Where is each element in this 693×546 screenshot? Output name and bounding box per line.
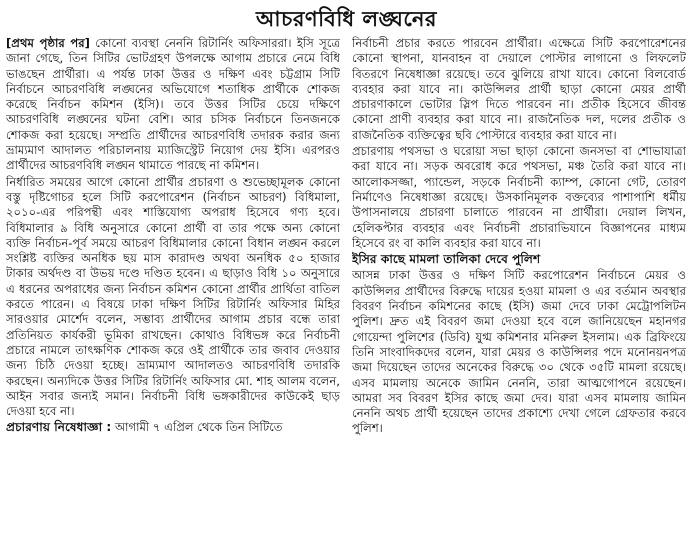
subheading: প্রচারণায় নিষেধাজ্ঞা : xyxy=(6,420,112,435)
article-headline: আচরণবিধি লঙ্ঘনের xyxy=(256,7,437,31)
left-column xyxy=(6,36,340,540)
paragraph: নির্বাচনী প্রচার করতে পারবেন প্রার্থীরা। এক্ষেত্রে সিটি করপোরেশনের কোনো স্থাপনা, যানবাহন বা দেয়ালে পোস্টার লাগানো ও লিফলেট বিতরণে নিষেধাজ্ঞা রয়েছে। তবে ঝুলিয়ে রাখা যাবে। কোনো বিলবোর্ড ব্যবহার করা যাবে না। কাউন্সিলর প্রার্থী ছাড়া কোনো মেয়র প্রার্থী প্রচারণাকালে ভোটার স্লিপ দিতে পারবেন না। প্রতীক হিসেবে জীবন্ত কোনো প্রাণী ব্যবহার করা যাবে না। রাজনৈতিক দল, দলের প্রতীক ও রাজনৈতিক ব্যক্তিত্বের ছবি পোস্টারে ব্যবহার করা যাবে না। xyxy=(352,36,686,142)
paragraph-text: কোনো ব্যবস্থা নেননি রিটার্নিং অফিসাররা। ইসি সূত্রে জানা গেছে, তিন সিটির ভোটগ্রহণ উপলক্ষে আগাম প্রচারে নেমে বিধি ভাঙছেন প্রার্থীরা। এ পর্যন্ত ঢাকা উত্তর ও দক্ষিণ এবং চট্টগ্রাম সিটি নির্বাচনে আচরণবিধি লঙ্ঘনের অভিযোগে শতাধিক প্রার্থীকে শোকজ করেছে নির্বাচন কমিশন (ইসি)। তবে উত্তর সিটির চেয়ে দক্ষিণে আচরণবিধি লঙ্ঘনের ঘটনা বেশি। আর চসিক নির্বাচনে তিনজনকে শোকজ করা হয়েছে। সম্প্রতি প্রার্থীদের আচরণবিধি তদারক করার জন্য ভ্রাম্যমাণ আদালত পরিচালনায় ম্যাজিস্ট্রেট নিয়োগ দেয় ইসি। এরপরও প্রার্থীদের আচরণবিধি লঙ্ঘন থামাতে পারছে না কমিশন। xyxy=(6,36,340,173)
paragraph: নির্ধারিত সময়ের আগে কোনো প্রার্থীর প্রচারণা ও শুভেচ্ছামূলক কোনো বস্তু দৃষ্টিগোচর হলে সিটি করপোরেশন (নির্বাচন আচরণ) বিধিমালা, ২০১০-এর পরিপন্থী এবং শাস্তিযোগ্য অপরাধ হিসেবে গণ্য হবে। বিধিমালার ৯ বিধি অনুসারে কোনো প্রার্থী বা তার পক্ষে অন্য কোনো ব্যক্তি নির্বাচন-পূর্ব সময়ে আচরণ বিধিমালার কোনো বিধান লঙ্ঘন করলে সংশ্লিষ্ট ব্যক্তির অনধিক ছয় মাস কারাদণ্ড অথবা অনধিক ৫০ হাজার টাকার অর্থদণ্ড বা উভয় দণ্ডে দণ্ডিত হবেন। এ ছাড়াও বিধি ১০ অনুসারে এ ধরনের অপরাধের জন্য নির্বাচন কমিশন কোনো প্রার্থীর প্রার্থিতা বাতিল করতে পারেন। এ বিষয়ে ঢাকা দক্ষিণ সিটির রিটার্নিং অফিসার মিহির সারওয়ার মোর্শেদ বলেন, সম্ভাব্য প্রার্থীদের আগাম প্রচার বন্ধে তারা প্রতিনিয়ত কার্যকরী ভূমিকা রাখছেন। কোথাও বিধিভঙ্গ করে নির্বাচনী প্রচারে নামলে তাৎক্ষণিক শোকজ করে ওই প্রার্থীকে তার জবাব দেওয়ার জন্য চিঠি দেওয়া হচ্ছে। ভ্রাম্যমাণ আদালতও আচরণবিধি তদারকি করছেন। অন্যদিকে উত্তর সিটির রিটার্নিং অফিসার মো. শাহ আলম বলেন, আইন সবার জন্যই সমান। নির্বাচনী বিধি ভঙ্গকারীদের কাউকেই ছাড় দেওয়া হবে না। xyxy=(6,174,340,419)
paragraph: আসন্ন ঢাকা উত্তর ও দক্ষিণ সিটি করপোরেশন নির্বাচনে মেয়র ও কাউন্সিলর প্রার্থীদের বিরুদ্ধে দায়ের হওয়া মামলা ও এর বর্তমান অবস্থার বিবরণ নির্বাচন কমিশনের কাছে (ইসি) জমা দেবে ঢাকা মেট্রোপলিটন পুলিশ। দ্রুত এই বিবরণ জমা দেওয়া হবে বলে জানিয়েছেন মহানগর গোয়েন্দা পুলিশের (ডিবি) যুগ্ম কমিশনার মনিরুল ইসলাম। এক ব্রিফিংয়ে তিনি সাংবাদিকদের বলেন, যারা মেয়র ও কাউন্সিলর পদে মনোনয়নপত্র জমা দিয়েছেন তাদের অনেকের বিরুদ্ধে ৩০ থেকে ৩৫টি মামলা রয়েছে। এসব মামলায় অনেকে জামিন নেননি, তারা আত্মগোপনে রয়েছেন। আমরা সব বিবরণ ইসির কাছে জমা দেব। যারা এসব মামলায় জামিন নেননি অথচ প্রার্থী হয়েছেন তাদের প্রকাশ্যে দেখা গেলে গ্রেফতার করবে পুলিশ। xyxy=(352,268,686,436)
subheading: ইসির কাছে মামলা তালিকা দেবে পুলিশ xyxy=(352,252,541,267)
continued-from-label: [প্রথম পৃষ্ঠার পর] xyxy=(6,36,90,50)
paragraph: প্রচারণায় পথসভা ও ঘরোয়া সভা ছাড়া কোনো জনসভা বা শোভাযাত্রা করা যাবে না। সড়ক অবরোধ করে পথসভা, মঞ্চ তৈরি করা যাবে না। আলোকসজ্জা, প্যান্ডেল, সড়কে নির্বাচনী ক্যাম্প, কোনো গেট, তোরণ নির্মাণেও নিষেধাজ্ঞা রয়েছে। উসকানিমূলক বক্তব্যের পাশাপাশি ধর্মীয় উপাসনালয়ে প্রচারণা চালাতে পারবেন না প্রার্থীরা। দেয়াল লিখন, হেলিকপ্টার ব্যবহার এবং নির্বাচনী প্রচারাভিযানে বিজ্ঞাপনের মাধ্যম হিসেবে রং বা কালি ব্যবহার করা যাবে না। xyxy=(352,144,686,250)
paragraph xyxy=(6,420,340,435)
paragraph-text: আগামী ৭ এপ্রিল থেকে তিন সিটিতে xyxy=(114,420,283,435)
paragraph xyxy=(6,36,340,174)
right-column xyxy=(352,36,686,540)
